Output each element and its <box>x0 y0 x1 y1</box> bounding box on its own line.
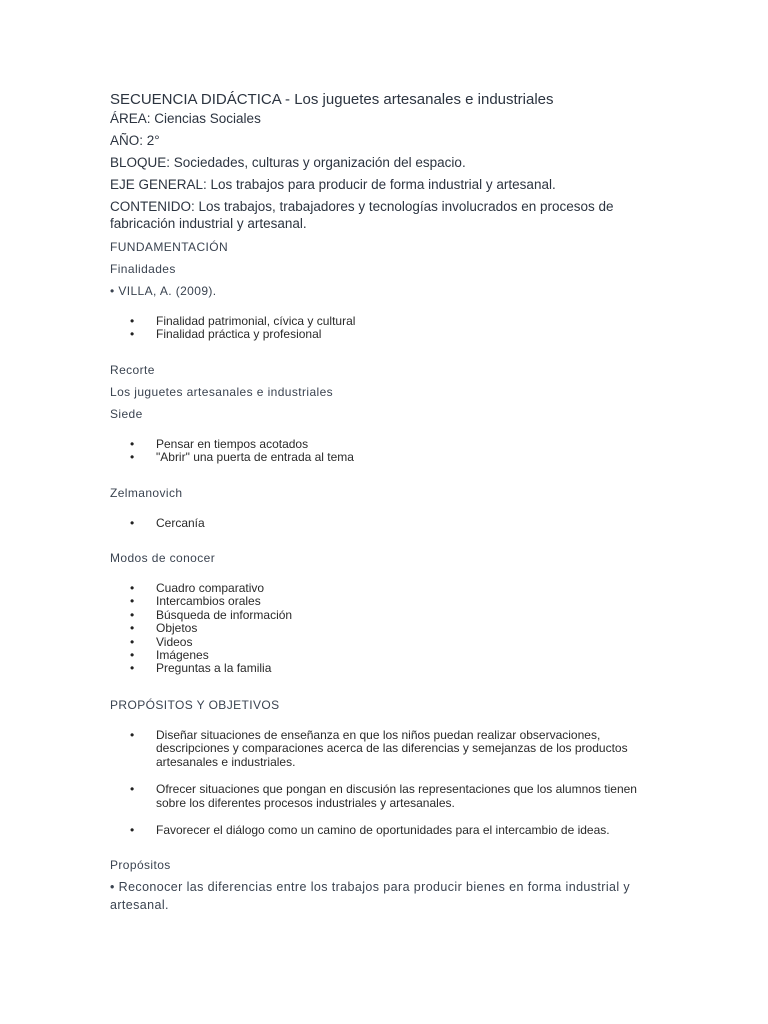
document-content <box>110 90 655 914</box>
bloque-line: BLOQUE: Sociedades, culturas y organización del espacio. <box>110 155 466 170</box>
propositos-label: Propósitos <box>110 858 171 873</box>
list-item: • "Abrir" una puerta de entrada al tema <box>110 451 655 464</box>
siede-list <box>110 438 655 465</box>
modos-label: Modos de conocer <box>110 551 216 566</box>
list-item: • Cercanía <box>110 517 655 530</box>
propositos-objetivos-heading: PROPÓSITOS Y OBJETIVOS <box>110 697 280 712</box>
area-line: ÁREA: Ciencias Sociales <box>110 111 261 126</box>
list-item: • Intercambios orales <box>110 595 655 608</box>
list-item: • Cuadro comparativo <box>110 582 655 595</box>
zelmanovich-label: Zelmanovich <box>110 485 183 500</box>
villa-reference: • VILLA, A. (2009). <box>110 284 217 298</box>
list-item: • Búsqueda de información <box>110 609 655 622</box>
list-item: • Finalidad práctica y profesional <box>110 328 655 341</box>
list-item: • Favorecer el diálogo como un camino de oportunidades para el intercambio de ideas. <box>110 824 655 837</box>
list-item: • Diseñar situaciones de enseñanza en que los niños puedan realizar observaciones, descripciones y comparaciones acerca de las diferencias y semejanzas de los productos artesanales e industriales. <box>110 729 655 769</box>
recorte-text: Los juguetes artesanales e industriales <box>110 384 334 399</box>
siede-label: Siede <box>110 406 143 421</box>
recorte-label: Recorte <box>110 362 155 377</box>
list-item: • Ofrecer situaciones que pongan en discusión las representaciones que los alumnos tienen sobre los diferentes procesos industriales y artesanales. <box>110 783 655 810</box>
list-item: • Objetos <box>110 622 655 635</box>
list-item: • Preguntas a la familia <box>110 662 655 675</box>
propositos-text: • Reconocer las diferencias entre los trabajos para producir bienes en forma industrial y artesanal. <box>110 880 631 913</box>
fundamentacion-heading: FUNDAMENTACIÓN <box>110 240 229 254</box>
eje-line: EJE GENERAL: Los trabajos para producir de forma industrial y artesanal. <box>110 177 556 192</box>
list-item: • Imágenes <box>110 649 655 662</box>
document-title: SECUENCIA DIDÁCTICA - Los juguetes artesanales e industriales <box>110 91 554 108</box>
zelmanovich-list <box>110 517 655 530</box>
objetivos-list <box>110 729 655 837</box>
anio-line: AÑO: 2° <box>110 133 160 148</box>
finalidades-label: Finalidades <box>110 262 176 276</box>
list-item: • Finalidad patrimonial, cívica y cultural <box>110 315 655 328</box>
finalidades-list <box>110 315 655 342</box>
list-item: • Pensar en tiempos acotados <box>110 438 655 451</box>
modos-list <box>110 582 655 676</box>
list-item: • Videos <box>110 636 655 649</box>
contenido-line: CONTENIDO: Los trabajos, trabajadores y tecnologías involucrados en procesos de fabricación industrial y artesanal. <box>110 199 614 231</box>
